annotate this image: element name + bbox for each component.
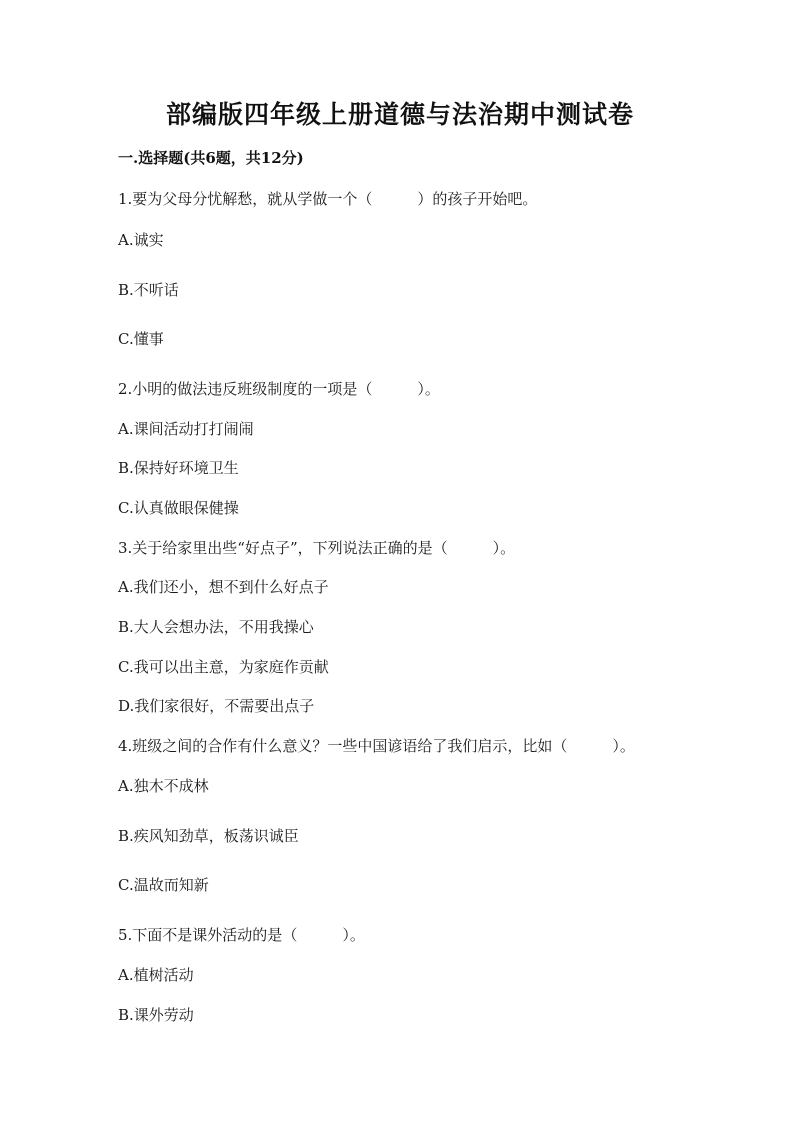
question-1-option-b: B.不听话 [118,281,179,299]
question-3-option-b: B.大人会想办法，不用我操心 [118,618,314,636]
question-1-option-c: C.懂事 [118,330,164,348]
question-2-option-b: B.保持好环境卫生 [118,459,239,477]
section-heading: 一.选择题(共6题，共12分) [118,149,304,167]
question-2-stem: 2.小明的做法违反班级制度的一项是（ ）。 [118,380,440,398]
question-2-option-a: A.课间活动打打闹闹 [118,420,254,438]
question-4-stem: 4.班级之间的合作有什么意义？一些中国谚语给了我们启示，比如（ ）。 [118,737,635,755]
question-3-option-d: D.我们家很好，不需要出点子 [118,697,315,715]
question-1-stem: 1.要为父母分忧解愁，就从学做一个（ ）的孩子开始吧。 [118,190,538,208]
question-5-option-a: A.植树活动 [118,966,194,984]
question-5-stem: 5.下面不是课外活动的是（ ）。 [118,926,365,944]
page-title: 部编版四年级上册道德与法治期中测试卷 [165,100,634,129]
question-3-stem: 3.关于给家里出些“好点子”，下列说法正确的是（ ）。 [118,539,516,557]
question-5-option-b: B.课外劳动 [118,1006,194,1024]
question-1-option-a: A.诚实 [118,231,164,249]
question-2-option-c: C.认真做眼保健操 [118,499,239,517]
question-3-option-c: C.我可以出主意，为家庭作贡献 [118,658,329,676]
question-4-option-c: C.温故而知新 [118,876,209,894]
question-4-option-a: A.独木不成林 [118,777,209,795]
question-3-option-a: A.我们还小，想不到什么好点子 [118,578,329,596]
question-4-option-b: B.疾风知劲草，板荡识诚臣 [118,827,299,845]
